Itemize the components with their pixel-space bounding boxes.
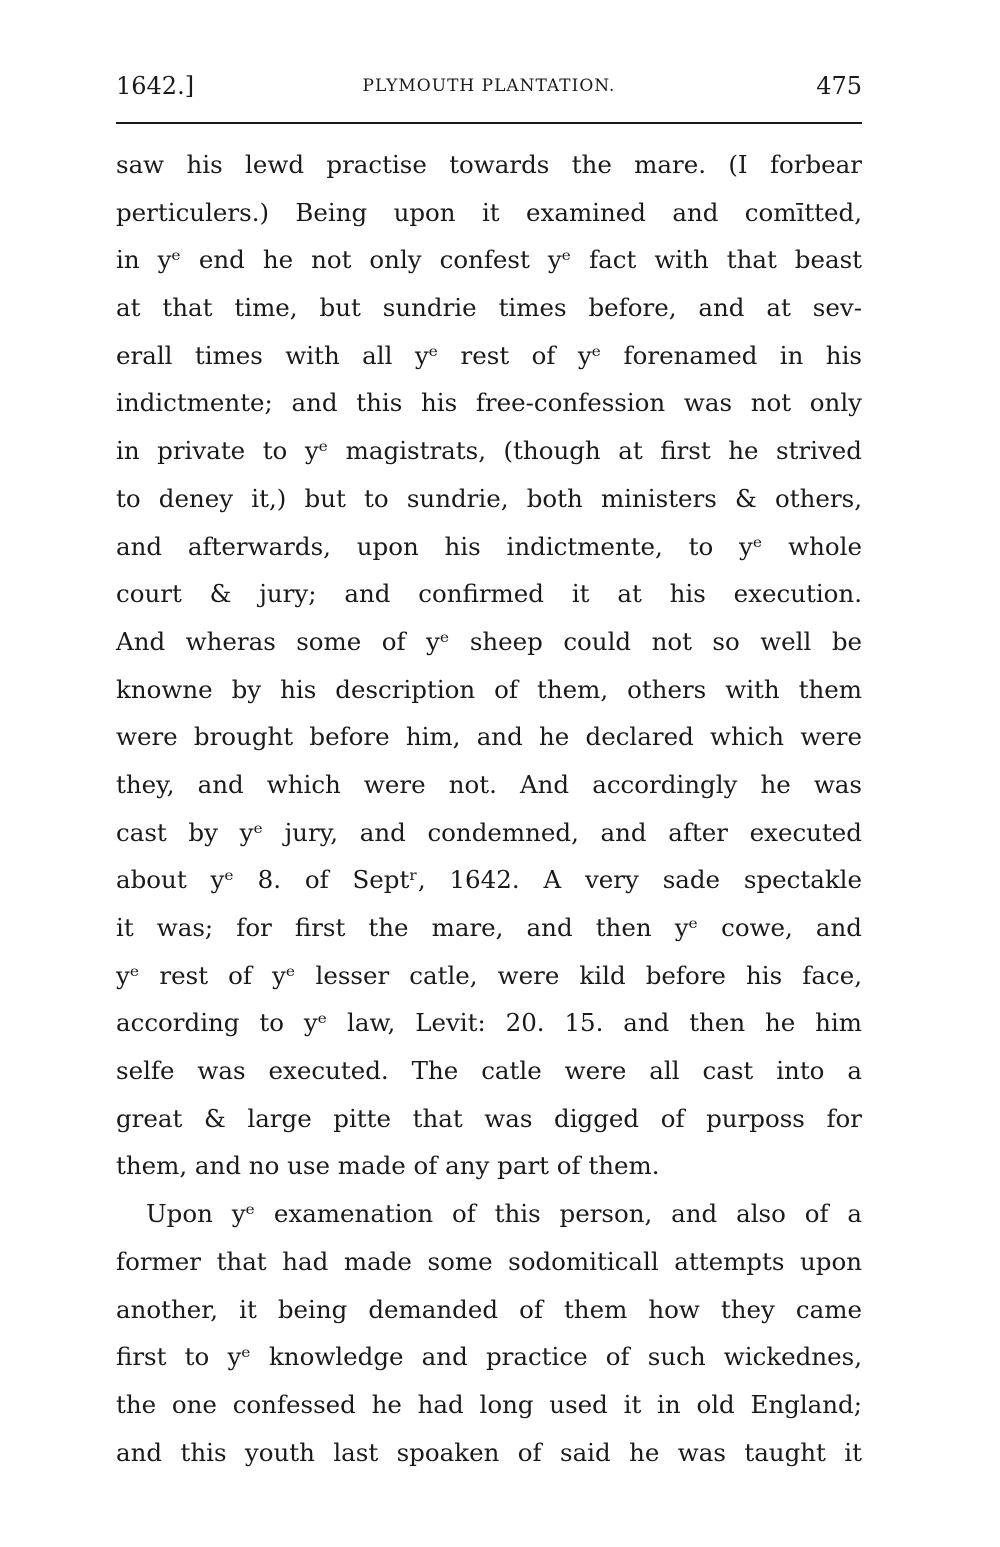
running-head-title: PLYMOUTH PLANTATION. bbox=[362, 76, 616, 96]
text-line: and this youth last spoaken of said he was taught it bbox=[116, 1437, 862, 1467]
text-line: And wheras some of yᵉ sheep could not so well be bbox=[116, 626, 862, 656]
text-line: it was; for first the mare, and then yᵉ cowe, and bbox=[116, 913, 862, 942]
text-line: in yᵉ end he not only confest yᵉ fact with that beast bbox=[116, 245, 862, 275]
text-line: perticulers.) Being upon it examined and comītted, bbox=[116, 197, 862, 227]
running-head-year: 1642.] bbox=[116, 72, 195, 100]
text-line: cast by yᵉ jury, and condemned, and after executed bbox=[116, 817, 862, 847]
text-line: them, and no use made of any part of them. bbox=[116, 1151, 660, 1181]
text-line: they, and which were not. And accordingly he was bbox=[116, 769, 862, 799]
text-line: the one confessed he had long used it in old England; bbox=[116, 1389, 862, 1419]
text-line: to deney it,) but to sundrie, both ministers & others, bbox=[116, 483, 862, 513]
text-line: in private to yᵉ magistrats, (though at first he strived bbox=[116, 436, 862, 466]
text-line: yᵉ rest of yᵉ lesser catle, were kild before his face, bbox=[116, 960, 862, 990]
text-line: erall times with all yᵉ rest of yᵉ forenamed in his bbox=[116, 340, 862, 370]
text-line: first to yᵉ knowledge and practice of such wickednes, bbox=[116, 1342, 862, 1372]
text-line: and afterwards, upon his indictmente, to yᵉ whole bbox=[116, 531, 862, 561]
text-line: court & jury; and confirmed it at his execution. bbox=[116, 579, 862, 609]
text-line: selfe was executed. The catle were all cast into a bbox=[116, 1056, 862, 1086]
paragraph-1 bbox=[116, 141, 862, 1190]
text-line: great & large pitte that was digged of purposs for bbox=[116, 1103, 862, 1133]
text-line: Upon yᵉ examenation of this person, and also of a bbox=[146, 1199, 862, 1229]
text-line: about yᵉ 8. of Septʳ, 1642. A very sade spectakle bbox=[116, 865, 862, 895]
running-head bbox=[116, 66, 862, 106]
book-page bbox=[116, 66, 862, 1476]
header-rule bbox=[116, 122, 862, 124]
text-line: former that had made some sodomiticall attempts upon bbox=[116, 1246, 862, 1276]
paragraph-2 bbox=[116, 1190, 862, 1476]
body-text bbox=[116, 141, 862, 1476]
text-line: according to yᵉ law, Levit: 20. 15. and then he him bbox=[116, 1008, 862, 1038]
text-line: at that time, but sundrie times before, and at sev- bbox=[116, 293, 862, 323]
page-number: 475 bbox=[816, 72, 862, 100]
text-line: saw his lewd practise towards the mare. (I forbear bbox=[116, 150, 862, 179]
text-line: another, it being demanded of them how they came bbox=[116, 1294, 862, 1324]
text-line: were brought before him, and he declared which were bbox=[116, 722, 862, 752]
text-line: knowne by his description of them, others with them bbox=[116, 674, 862, 704]
text-line: indictmente; and this his free-confession was not only bbox=[116, 388, 862, 418]
